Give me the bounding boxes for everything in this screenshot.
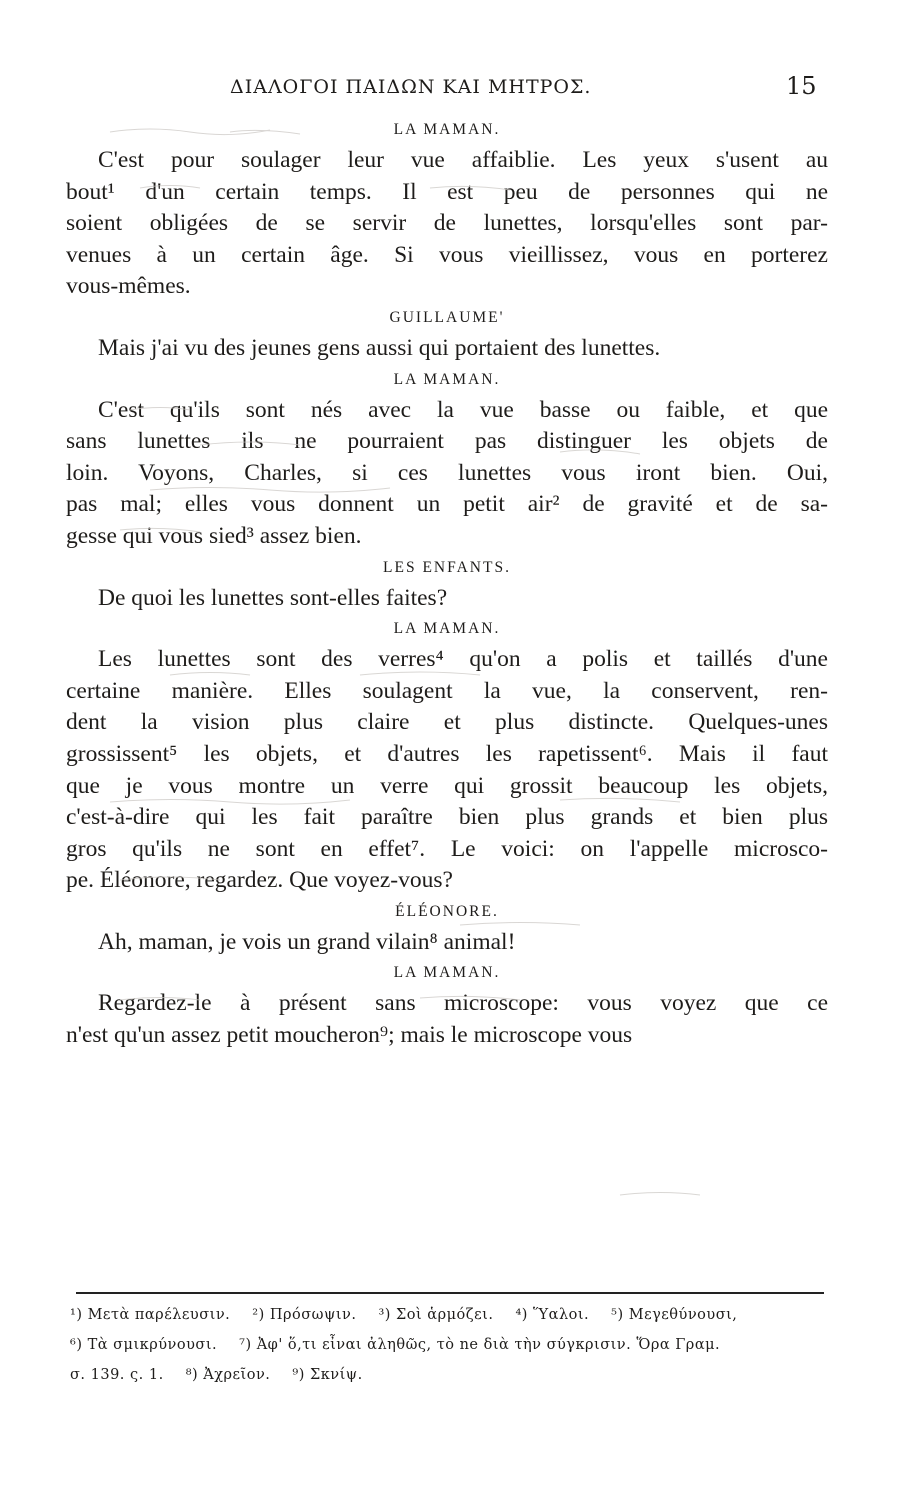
- text-line: pas mal; elles vous donnent un petit air² de gravité et de sa-: [66, 491, 828, 518]
- text-line: bout¹ d'un certain temps. Il est peu de personnes qui ne: [66, 178, 828, 205]
- speaker-label: GUILLAUME': [389, 308, 505, 326]
- running-title: ΔΙΑΛΟΓΟΙ ΠΑΙΔΩΝ ΚΑΙ ΜΗΤΡΟΣ.: [230, 76, 592, 98]
- text-line: loin. Voyons, Charles, si ces lunettes vous iront bien. Oui,: [66, 459, 828, 486]
- footnote-divider: [76, 1292, 824, 1294]
- text-line: vous-mêmes.: [66, 273, 191, 300]
- speaker-label: LA MAMAN.: [393, 370, 501, 388]
- footnotes: [70, 1300, 830, 1390]
- text-line: venues à un certain âge. Si vous vieillissez, vous en porterez: [66, 241, 828, 268]
- footnote: ⁵) Μεγεθύνουσι,: [611, 1307, 738, 1323]
- footnote: ¹) Μετὰ παρέλευσιν.: [70, 1307, 231, 1323]
- text-line: gesse qui vous sied³ assez bien.: [66, 522, 362, 549]
- text-line: De quoi les lunettes sont-elles faites?: [98, 584, 448, 611]
- footnote: ⁸) Ἀχρεῖον.: [185, 1367, 271, 1383]
- dialogue-paragraph: [66, 988, 828, 1051]
- text-line: grossissent⁵ les objets, et d'autres les rapetissent⁶. Mais il faut: [66, 740, 828, 767]
- footnote-line: [70, 1360, 830, 1390]
- text-line: Mais j'ai vu des jeunes gens aussi qui portaient des lunettes.: [98, 334, 661, 361]
- running-head: [0, 72, 914, 102]
- speaker-label: LES ENFANTS.: [383, 558, 511, 576]
- text-line: Regardez-le à présent sans microscope: vous voyez que ce: [98, 990, 828, 1017]
- text-line: soient obligées de se servir de lunettes, lorsqu'elles sont par-: [66, 210, 828, 237]
- dialogue-paragraph: [66, 927, 828, 959]
- text-line: certaine manière. Elles soulagent la vue, la conservent, ren-: [66, 677, 828, 704]
- footnote: ⁴) Ὕαλοι.: [515, 1307, 590, 1323]
- footnote: ⁷) Ἀφ' ὅ,τι εἶναι ἀληθῶς, τὸ ne διὰ τὴν σύγκρισιν. Ὅρα Γραμ.: [239, 1337, 721, 1353]
- page-number: 15: [786, 72, 817, 100]
- text-line: C'est qu'ils sont nés avec la vue basse ou faible, et que: [98, 396, 828, 423]
- text-line: n'est qu'un assez petit moucheron⁹; mais le microscope vous: [66, 1022, 633, 1049]
- dialogue-paragraph: [66, 145, 828, 303]
- dialogue-paragraph: [66, 583, 828, 615]
- text-line: pe. Éléonore, regardez. Que voyez-vous?: [66, 867, 453, 894]
- dialogue-paragraph: [66, 333, 828, 365]
- dialogue-paragraph: [66, 644, 828, 897]
- footnote: ⁹) Σκνίψ.: [292, 1367, 363, 1383]
- dialogue-paragraph: [66, 395, 828, 553]
- text-line: dent la vision plus claire et plus distincte. Quelques-unes: [66, 709, 828, 736]
- text-line: C'est pour soulager leur vue affaiblie. Les yeux s'usent au: [98, 147, 828, 173]
- speaker-label: LA MAMAN.: [393, 964, 501, 982]
- text-line: gros qu'ils ne sont en effet⁷. Le voici: on l'appelle microsco-: [66, 835, 828, 862]
- footnote: ³) Σοὶ ἁρμόζει.: [378, 1307, 494, 1323]
- footnote-line: [70, 1300, 830, 1330]
- text-line: que je vous montre un verre qui grossit beaucoup les objets,: [66, 772, 828, 799]
- text-line: c'est-à-dire qui les fait paraître bien plus grands et bien plus: [66, 804, 828, 831]
- footnote-line: [70, 1330, 830, 1360]
- footnote: ²) Πρόσωψιν.: [252, 1307, 357, 1323]
- speaker-label: ÉLÉONORE.: [395, 902, 499, 920]
- text-line: sans lunettes ils ne pourraient pas distinguer les objets de: [66, 428, 828, 455]
- speaker-label: LA MAMAN.: [393, 121, 501, 138]
- speaker-label: LA MAMAN.: [393, 620, 501, 638]
- footnote: ⁶) Τὰ σμικρύνουσι.: [70, 1337, 218, 1353]
- dialogue-body: [66, 115, 828, 1052]
- footnote: σ. 139. ς. 1.: [70, 1367, 164, 1383]
- text-line: Ah, maman, je vois un grand vilain⁸ animal!: [98, 928, 516, 955]
- text-line: Les lunettes sont des verres⁴ qu'on a polis et taillés d'une: [98, 646, 828, 673]
